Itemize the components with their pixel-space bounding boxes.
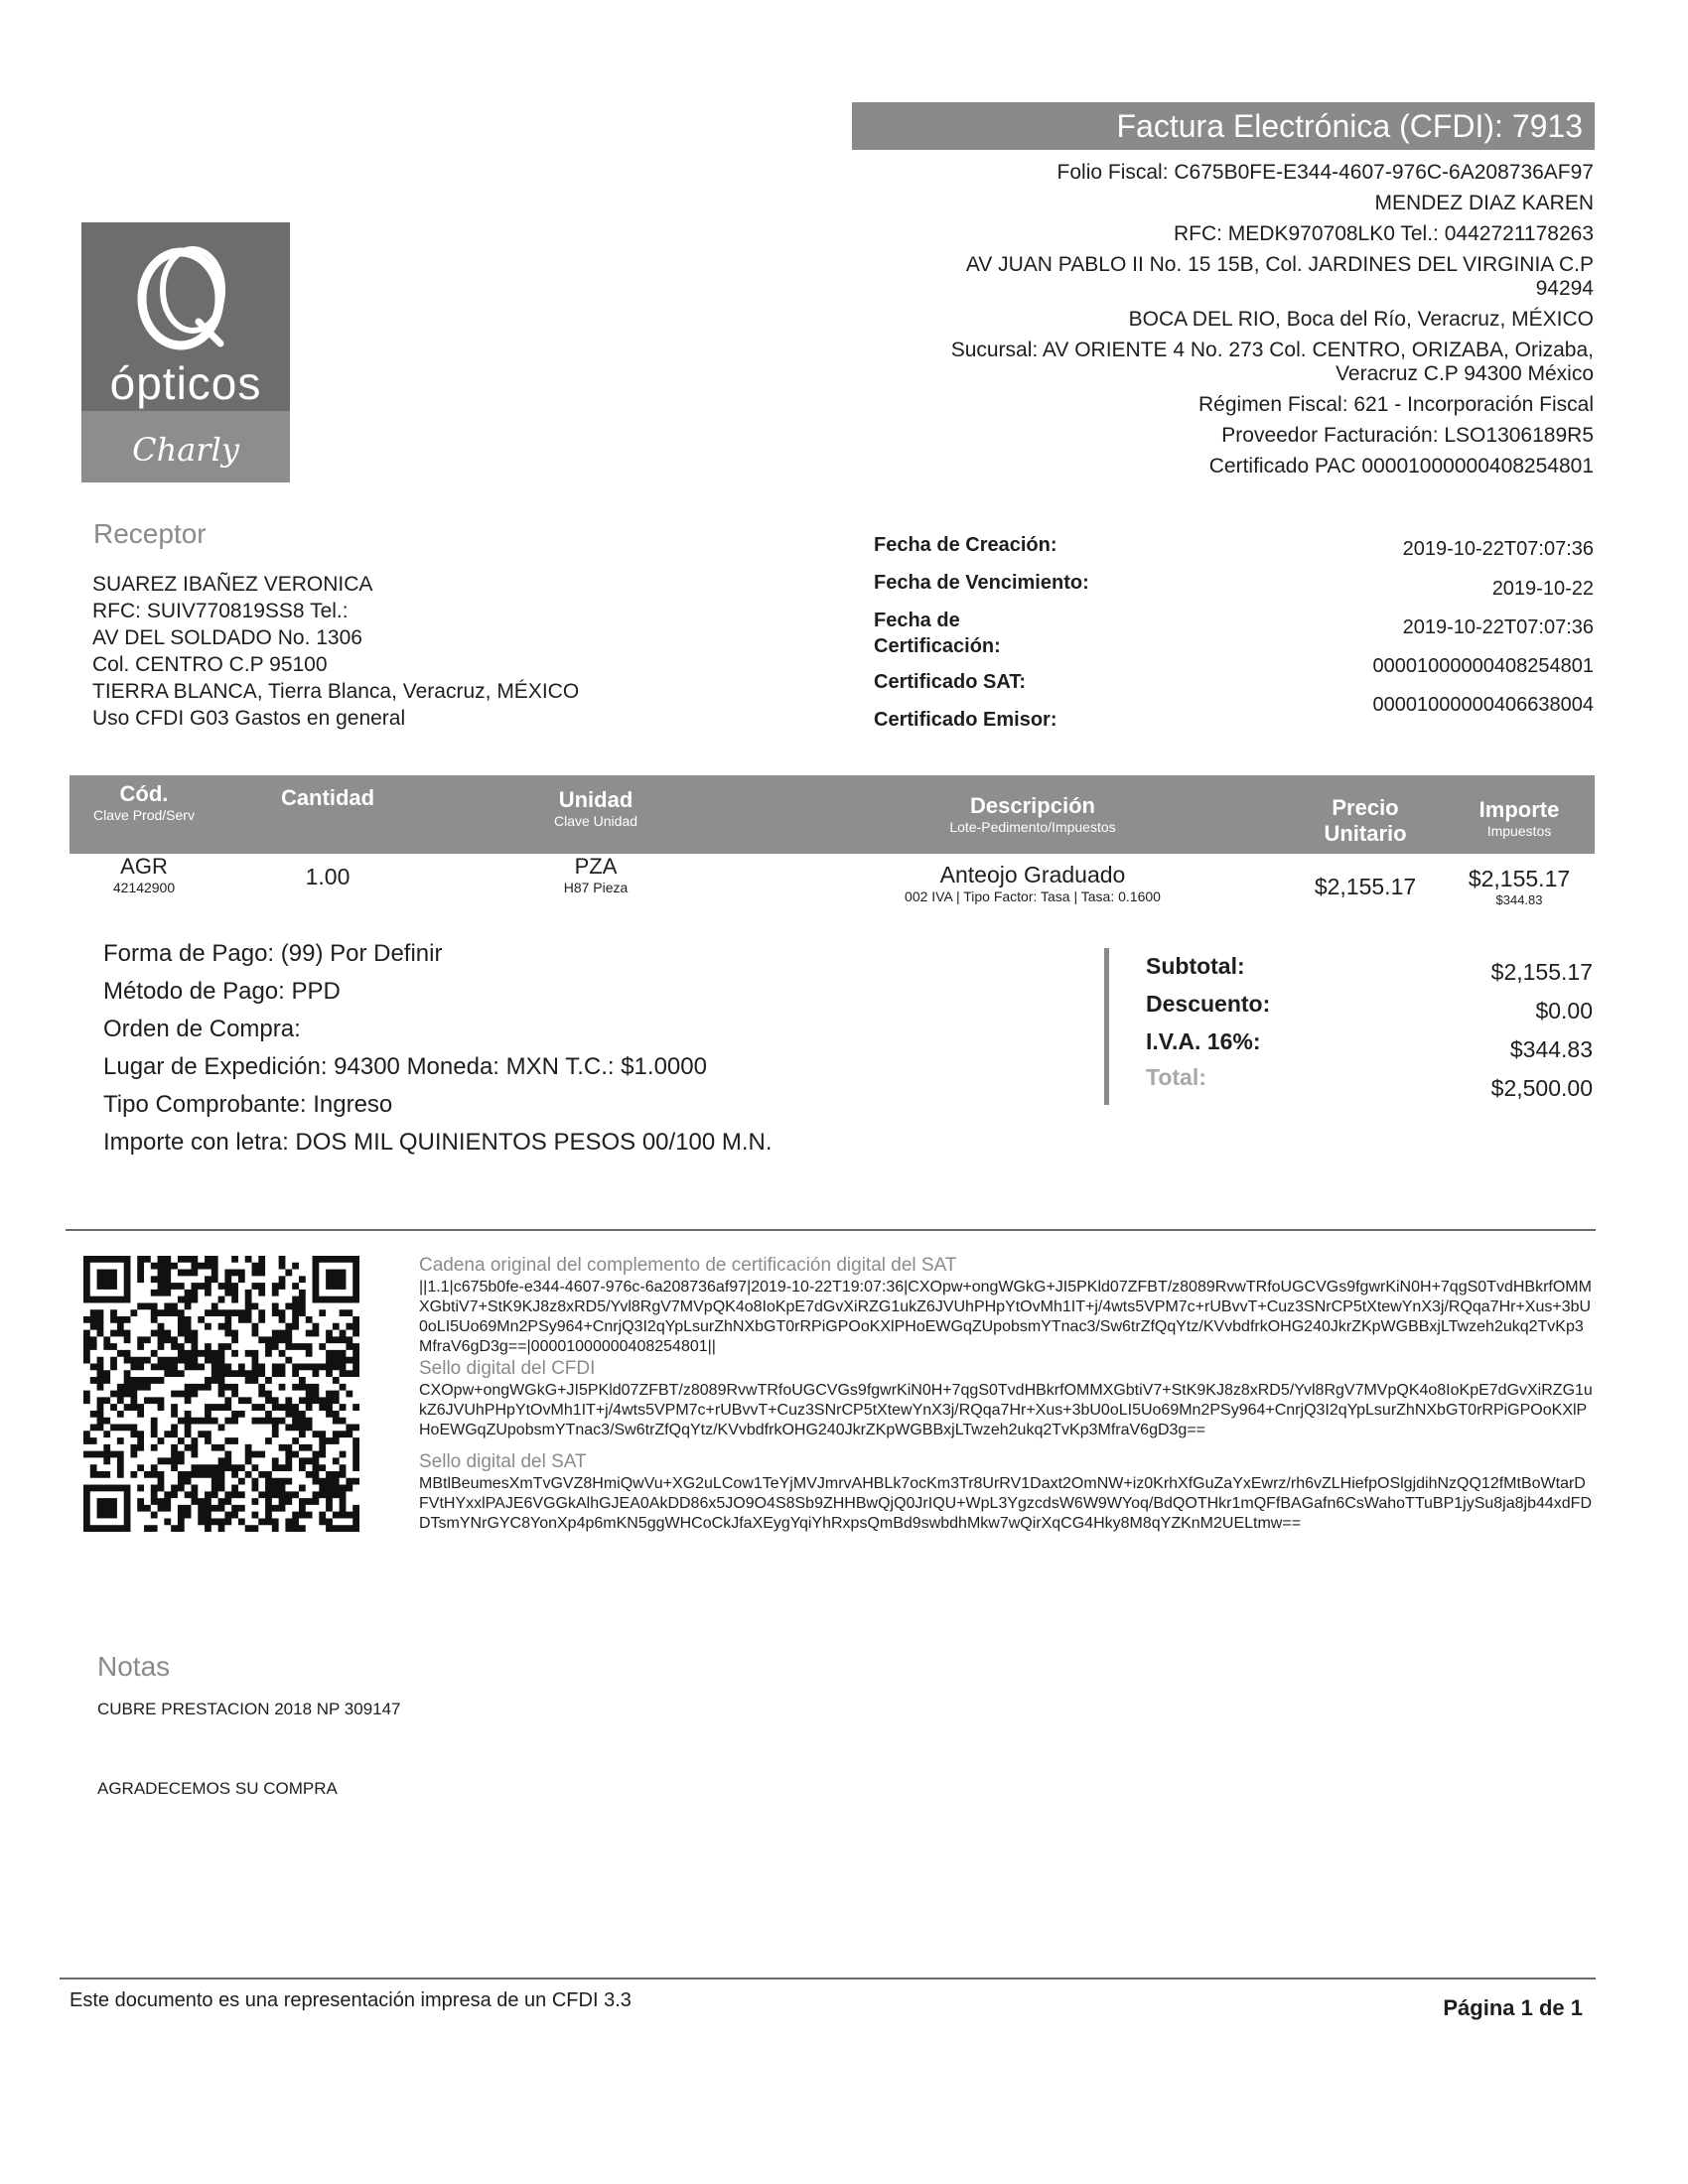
receptor-address: AV DEL SOLDADO No. 1306 <box>92 626 362 649</box>
receptor-uso-cfdi: Uso CFDI G03 Gastos en general <box>92 707 406 730</box>
qr-code <box>83 1256 359 1532</box>
issuer-rfc: RFC: MEDK970708LK0 Tel.: 0442721178263 <box>1173 222 1594 245</box>
col-codigo: Cód. Clave Prod/Serv <box>93 781 195 823</box>
row-unidad: PZA <box>574 854 618 879</box>
page-number: Página 1 de 1 <box>1443 1995 1583 2020</box>
issuer-regimen: Régimen Fiscal: 621 - Incorporación Fiscal <box>1198 393 1594 416</box>
receptor-rfc: RFC: SUIV770819SS8 Tel.: <box>92 600 349 622</box>
invoice-title-bar: Factura Electrónica (CFDI): 7913 <box>852 102 1595 150</box>
sello-sat-title: Sello digital del SAT <box>419 1451 587 1472</box>
issuer-name: MENDEZ DIAZ KAREN <box>1374 192 1594 214</box>
issuer-address: AV JUAN PABLO II No. 15 15B, Col. JARDINES DEL VIRGINIA C.P 94294 <box>965 253 1594 300</box>
qr-finder-pattern <box>83 1256 130 1302</box>
row-cantidad: 1.00 <box>305 864 351 889</box>
row-impuestos-desc: 002 IVA | Tipo Factor: Tasa | Tasa: 0.1600 <box>905 888 1161 904</box>
fecha-vencimiento-value: 2019-10-22 <box>1491 578 1594 600</box>
row-descripcion-cell <box>804 862 1261 904</box>
receptor-colonia: Col. CENTRO C.P 95100 <box>92 653 328 676</box>
items-table-header <box>70 775 1595 854</box>
orden-de-compra: Orden de Compra: <box>103 1016 301 1042</box>
col-descripcion: Descripción Lote-Pedimento/Impuestos <box>949 793 1116 835</box>
row-importe: $2,155.17 <box>1468 866 1571 891</box>
notas-title: Notas <box>97 1651 171 1682</box>
row-codigo-cell <box>70 854 218 895</box>
forma-de-pago: Forma de Pago: (99) Por Definir <box>103 940 443 967</box>
receptor-name: SUAREZ IBAÑEZ VERONICA <box>92 573 373 596</box>
sello-cfdi-text: CXOpw+ongWGkG+JI5PKld07ZFBT/z8089RvwTRfoUGCVGs9fgwrKiN0H+7qgS0TvdHBkrfOMMXGbtiV7+StK9KJ8z8xRD5/Yvl8RgV7MVpQK4o8IoKpE7dGvXiRZG1ukZ6JVUhPHpYtOvMh1IT+j/4wts5VPM7c+rUBvvT+Cuz3SNrCP5tXtewYnX3j/RQqa7Hr+Xus+3bU0oLI5Uo69Mn2PSy964+CnrjQ3I2qYpLsurZhNXbGT0rRPiGPOoKXlPHoEWGqZUpobsmYTnac3/Sw6trZfQqYtz/KVvbdfrkOHG240JkrZKpWGBBxjLTwzeh2ukq2TvKp3MfraV6gD3g== <box>419 1382 1593 1438</box>
row-codigo: AGR <box>120 854 168 879</box>
issuer-city: BOCA DEL RIO, Boca del Río, Veracruz, MÉXICO <box>1128 308 1594 331</box>
total-label: Total: <box>1146 1064 1206 1090</box>
total-value: $2,500.00 <box>1490 1075 1593 1101</box>
table-row <box>70 854 1595 913</box>
totals-divider <box>1104 948 1109 1105</box>
descuento-label: Descuento: <box>1146 991 1271 1017</box>
row-impuesto: $344.83 <box>1495 892 1543 907</box>
tipo-comprobante: Tipo Comprobante: Ingreso <box>103 1091 393 1118</box>
subtotal-label: Subtotal: <box>1146 953 1245 979</box>
note-line-1: CUBRE PRESTACION 2018 NP 309147 <box>97 1700 401 1718</box>
payment-info <box>103 935 773 1161</box>
issuer-proveedor: Proveedor Facturación: LSO1306189R5 <box>1221 424 1594 447</box>
certificado-emisor-value: 00001000000406638004 <box>1372 694 1594 716</box>
subtotal-value: $2,155.17 <box>1490 959 1593 985</box>
row-precio: $2,155.17 <box>1314 874 1417 899</box>
row-clave-unidad: H87 Pieza <box>563 880 629 895</box>
qr-finder-pattern <box>83 1485 130 1532</box>
sello-cfdi-title: Sello digital del CFDI <box>419 1358 596 1379</box>
importe-con-letra: Importe con letra: DOS MIL QUINIENTOS PESOS 00/100 M.N. <box>103 1129 773 1156</box>
sello-sat-text: MBtlBeumesXmTvGVZ8HmiQwVu+XG2uLCow1TeYjMVJmrvAHBLk7ocKm3Tr8UrRV1Daxt2OmNW+iz0KrhXfGuZaYxEwrz/rh6vZLHiefpOSlgjdihNzQQ12fMtBoWtarDFVtHYxxlPAJE6VGGkAlhGJEA0AkDD86x5JO9O4S8Sb9ZHHBwQjQ0JrIQU+WpL3YgzcdsW6W9WYoq/BdQOTHkr1mQFfBAGafn6CsWahoTTuBP1jySu8ja8jb44xdFDDTsmYNrGYC8YonXp4p6mKN5ggWHCoCkJfaXEygYqiYhRxpsQmBd9swbdhMkw7wQirXqCG4Hky8M8qYZKnM2UELtmw== <box>419 1475 1592 1532</box>
sat-seals <box>419 1254 1595 1534</box>
issuer-block <box>874 157 1594 481</box>
fecha-creacion-label: Fecha de Creación: <box>874 534 1057 556</box>
iva-label: I.V.A. 16%: <box>1146 1028 1261 1054</box>
row-unidad-cell <box>487 854 705 895</box>
receptor-details <box>92 571 579 732</box>
fecha-creacion-value: 2019-10-22T07:07:36 <box>1402 538 1594 560</box>
svg-text:Charly: Charly <box>132 431 239 469</box>
col-precio-unitario: Precio Unitario <box>1324 795 1407 846</box>
row-clave: 42142900 <box>112 880 176 895</box>
certificado-emisor-label: Certificado Emisor: <box>874 709 1057 731</box>
footer-note: Este documento es una representación impresa de un CFDI 3.3 <box>70 1989 632 2011</box>
company-logo <box>81 222 290 482</box>
fecha-vencimiento-label: Fecha de Vencimiento: <box>874 572 1089 594</box>
row-importe-cell <box>1450 866 1589 907</box>
fecha-certificacion-value: 2019-10-22T07:07:36 <box>1402 616 1594 638</box>
receptor-city: TIERRA BLANCA, Tierra Blanca, Veracruz, MÉXICO <box>92 680 580 703</box>
row-descripcion: Anteojo Graduado <box>939 862 1126 887</box>
note-line-2: AGRADECEMOS SU COMPRA <box>97 1779 338 1798</box>
metodo-de-pago: Método de Pago: PPD <box>103 978 341 1005</box>
cadena-original-title: Cadena original del complemento de certificación digital del SAT <box>419 1255 957 1276</box>
lugar-de-expedicion: Lugar de Expedición: 94300 Moneda: MXN T.C.: $1.0000 <box>103 1053 707 1080</box>
footer-divider <box>60 1978 1596 1979</box>
certificado-sat-label: Certificado SAT: <box>874 671 1026 693</box>
col-cantidad: Cantidad <box>280 785 375 810</box>
issuer-certificado-pac: Certificado PAC 00001000000408254801 <box>1208 455 1594 478</box>
col-unidad: Unidad Clave Unidad <box>553 787 638 829</box>
svg-text:ópticos: ópticos <box>109 357 262 409</box>
fecha-certificacion-label: Fecha de Certificación: <box>874 610 1001 657</box>
certificado-sat-value: 00001000000408254801 <box>1372 655 1594 677</box>
receptor-title: Receptor <box>93 518 207 549</box>
issuer-sucursal: Sucursal: AV ORIENTE 4 No. 273 Col. CENTRO, ORIZABA, Orizaba, Veracruz C.P 94300 México <box>950 339 1594 385</box>
qr-finder-pattern <box>313 1256 359 1302</box>
iva-value: $344.83 <box>1509 1036 1593 1062</box>
folio-fiscal: Folio Fiscal: C675B0FE-E344-4607-976C-6A208736AF97 <box>1056 161 1594 184</box>
descuento-value: $0.00 <box>1535 998 1593 1024</box>
section-divider <box>66 1229 1596 1231</box>
cadena-original-text: ||1.1|c675b0fe-e344-4607-976c-6a208736af97|2019-10-22T19:07:36|CXOpw+ongWGkG+JI5PKld07ZFBT/z8089RvwTRfoUGCVGs9fgwrKiN0H+7qgS0TvdHBkrfOMMXGbtiV7+StK9KJ8z8xRD5/Yvl8RgV7MVpQK4o8IoKpE7dGvXiRZG1ukZ6JVUhPHpYtOvMh1IT+j/4wts5VPM7c+rUBvvT+Cuz3SNrCP5tXtewYnX3j/RQqa7Hr+Xus+3bU0oLI5Uo69Mn2PSy964+CnrjQ3I2qYpLsurZhNXbGT0rRPiGPOoKXlPHoEWGqZUpobsmYTnac3/Sw6trZfQqYtz/KVvbdfrkOHG240JkrZKpWGBBxjLTwzeh2ukq2TvKp3MfraV6gD3g==|00001000000408254801|| <box>419 1279 1592 1355</box>
col-importe: Importe Impuestos <box>1478 797 1560 839</box>
